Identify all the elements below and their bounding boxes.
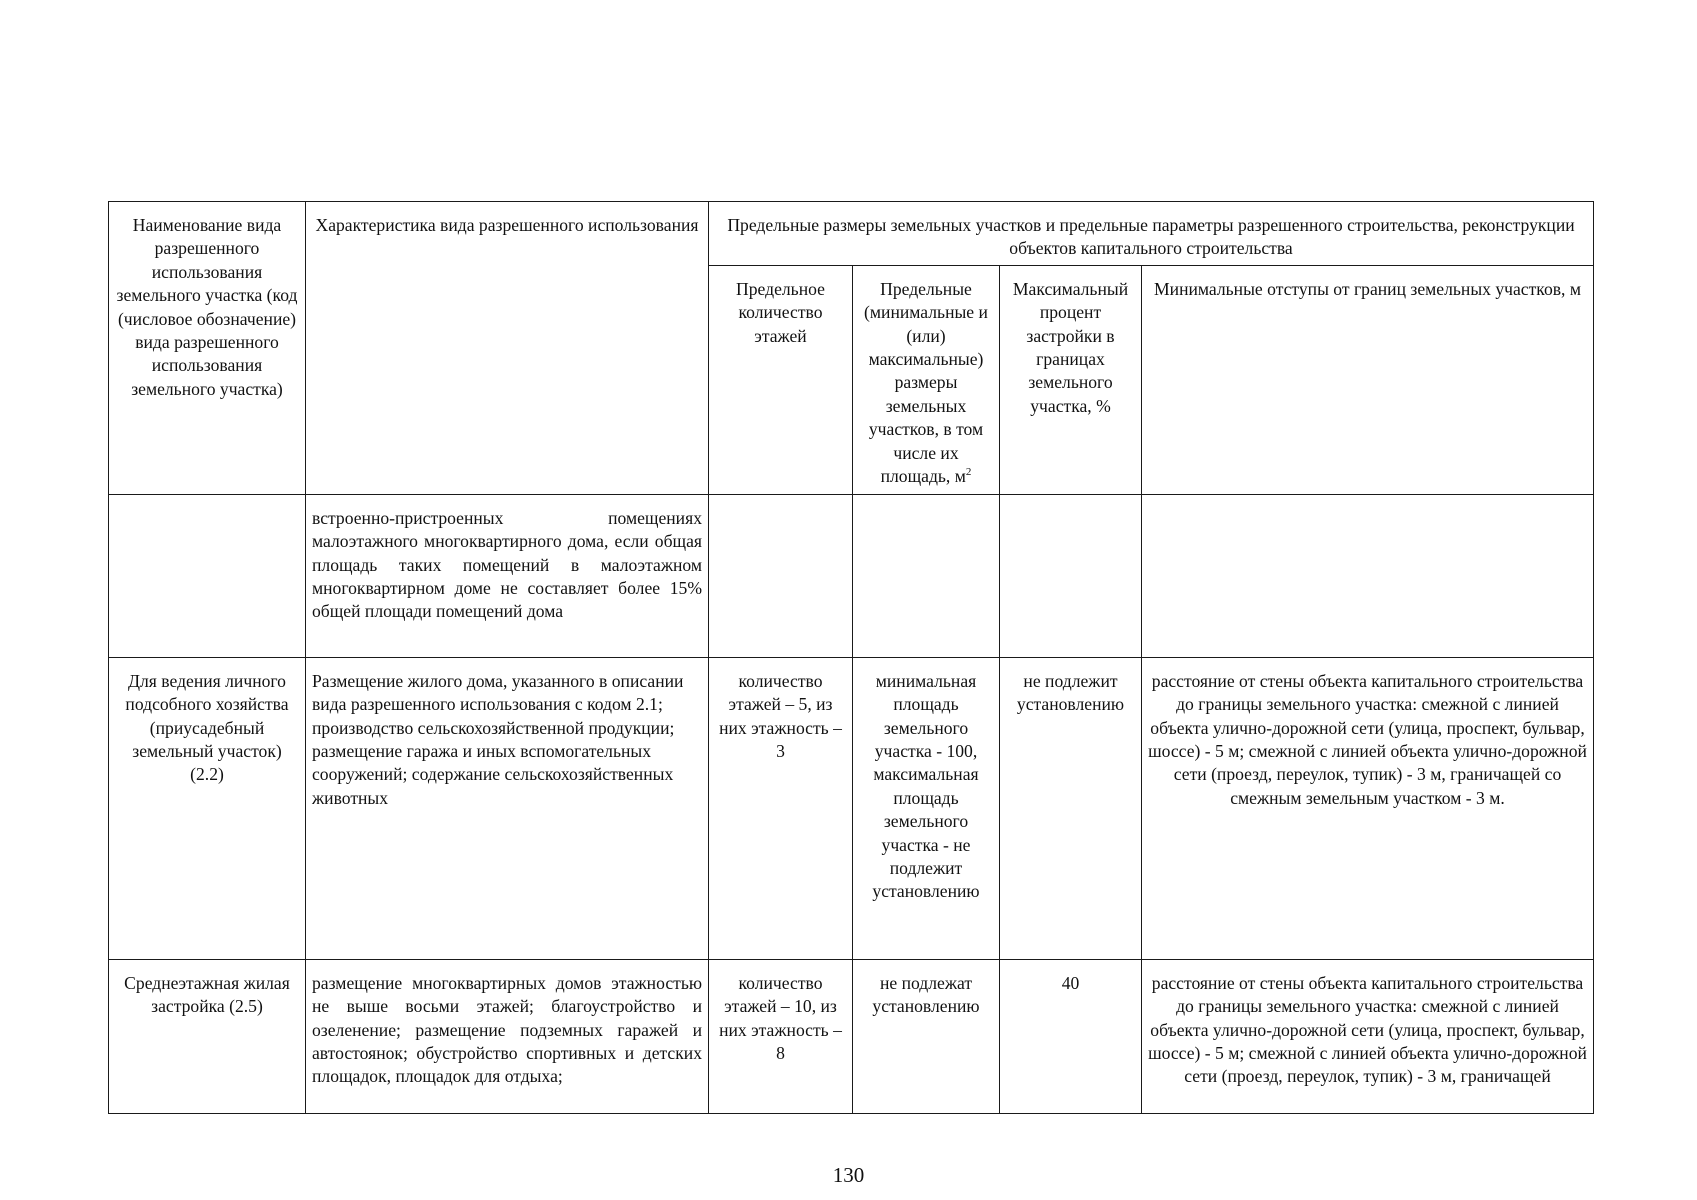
cell-percent: [1000, 494, 1142, 657]
header-limits-group: Предельные размеры земельных участков и предельные параметры разрешенного строительства, реконструкции объектов капитального строительства: [709, 202, 1594, 266]
cell-percent: 40: [1000, 959, 1142, 1113]
header-max-coverage: Максимальный процент застройки в границах земельного участка, %: [1000, 265, 1142, 494]
cell-description: Размещение жилого дома, указанного в описании вида разрешенного использования с кодом 2.1; производство сельскохозяйственной продукции; размещение гаража и иных вспомогательных сооружений; содержание сельскохозяйственных животных: [306, 657, 709, 959]
header-max-floors: Предельное количество этажей: [709, 265, 853, 494]
cell-percent: не подлежит установлению: [1000, 657, 1142, 959]
cell-name: Для ведения личного подсобного хозяйства (приусадебный земельный участок) (2.2): [109, 657, 306, 959]
cell-setbacks: расстояние от стены объекта капитального строительства до границы земельного участка: смежной с линией объекта улично-дорожной сети (улица, проспект, бульвар, шоссе) - 5 м; смежной с линией объекта улично-дорожной сети (проезд, переулок, тупик) - 3 м, граничащей: [1142, 959, 1594, 1113]
land-use-regulations-table: [108, 201, 1594, 1114]
cell-size: минимальная площадь земельного участка - 100, максимальная площадь земельного участка - не подлежит установлению: [853, 657, 1000, 959]
cell-description: размещение многоквартирных домов этажностью не выше восьми этажей; благоустройство и озеленение; размещение подземных гаражей и автостоянок; обустройство спортивных и детских площадок, площадок для отдыха;: [306, 959, 709, 1113]
cell-name: Среднеэтажная жилая застройка (2.5): [109, 959, 306, 1113]
header-plot-size-text: Предельные (минимальные и (или) максимальные) размеры земельных участков, в том числе их площадь, м: [864, 278, 988, 487]
cell-setbacks: [1142, 494, 1594, 657]
header-min-setbacks: Минимальные отступы от границ земельных участков, м: [1142, 265, 1594, 494]
header-land-use-name: Наименование вида разрешенного использования земельного участка (код (числовое обозначение) вида разрешенного использования земельного участка): [109, 202, 306, 495]
cell-setbacks: расстояние от стены объекта капитального строительства до границы земельного участка: смежной с линией объекта улично-дорожной сети (улица, проспект, бульвар, шоссе) - 5 м; смежной с линией объекта улично-дорожной сети (проезд, переулок, тупик) - 3 м, граничащей со смежным земельным участком - 3 м.: [1142, 657, 1594, 959]
cell-floors: количество этажей – 10, из них этажность – 8: [709, 959, 853, 1113]
header-plot-size: [853, 265, 1000, 494]
cell-size: [853, 494, 1000, 657]
page-number: 130: [832, 1163, 865, 1187]
cell-description: встроенно-пристроенных помещениях малоэтажного многоквартирного дома, если общая площадь таких помещений в малоэтажном многоквартирном доме не составляет более 15% общей площади помещений дома: [306, 494, 709, 657]
table-header-row: [109, 202, 1594, 266]
document-page: [108, 201, 1593, 1114]
cell-size: не подлежат установлению: [853, 959, 1000, 1113]
cell-floors: количество этажей – 5, из них этажность – 3: [709, 657, 853, 959]
table-row: [109, 494, 1594, 657]
header-land-use-description: Характеристика вида разрешенного использования: [306, 202, 709, 495]
cell-name: [109, 494, 306, 657]
table-row: [109, 959, 1594, 1113]
cell-floors: [709, 494, 853, 657]
table-row: [109, 657, 1594, 959]
header-plot-size-sup: 2: [965, 466, 972, 479]
